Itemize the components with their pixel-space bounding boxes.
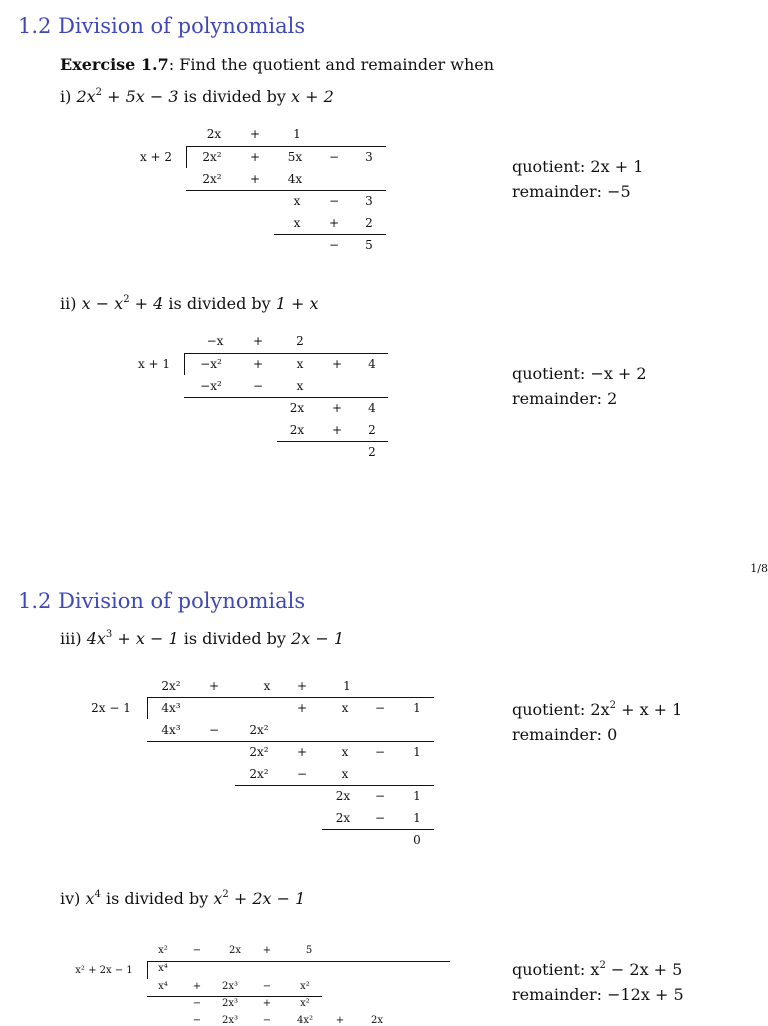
quotient-term: + xyxy=(252,334,264,348)
work-term: + xyxy=(262,998,272,1009)
work-term: − xyxy=(296,767,308,781)
work-term: 5 xyxy=(365,238,373,252)
work-term: x xyxy=(293,194,301,208)
quotient-term: −x xyxy=(206,334,224,348)
part-iii-statement xyxy=(60,629,344,648)
quotient-result: quotient: 2x + 1 xyxy=(512,157,644,176)
work-term: 2x³ xyxy=(221,981,239,992)
work-term: 4x³ xyxy=(161,723,181,737)
work-term: − xyxy=(374,701,386,715)
divisor: x xyxy=(213,889,223,908)
divisor: 2x − 1 xyxy=(291,629,345,648)
exponent: 2 xyxy=(222,889,229,900)
part-label: ii) xyxy=(60,294,77,313)
work-term: − xyxy=(192,1015,202,1026)
division-bracket xyxy=(186,146,187,168)
work-term: − xyxy=(252,379,264,393)
work-term: −x² xyxy=(200,357,222,371)
work-term: − xyxy=(374,811,386,825)
is-divided-by: is divided by xyxy=(178,87,291,106)
work-term: 4 xyxy=(368,357,376,371)
work-divisor: 2x − 1 xyxy=(91,701,131,715)
quotient-term: 2 xyxy=(296,334,304,348)
division-bar xyxy=(147,961,450,962)
work-term: − xyxy=(374,789,386,803)
division-bracket xyxy=(184,353,185,375)
divisor-rest: + 2x − 1 xyxy=(228,889,306,908)
dividend-rest: + 4 xyxy=(129,294,164,313)
work-term: + xyxy=(331,357,343,371)
work-term: x⁴ xyxy=(158,963,168,974)
part-i-statement xyxy=(60,87,334,106)
quotient-text: + x + 1 xyxy=(615,700,683,719)
is-divided-by: is divided by xyxy=(178,629,292,648)
work-term: + xyxy=(296,701,308,715)
dividend-rest: + x − 1 xyxy=(112,629,179,648)
exercise-label: Exercise 1.7 xyxy=(60,55,169,74)
work-term: x xyxy=(341,767,349,781)
part-ii-statement xyxy=(60,294,319,313)
division-bracket xyxy=(147,697,148,719)
work-term: 1 xyxy=(413,701,421,715)
work-term: 2x xyxy=(335,789,351,803)
work-term: 2x³ xyxy=(221,998,239,1009)
work-term: 2x² xyxy=(249,745,269,759)
quotient-result xyxy=(512,700,682,719)
quotient-term: 2x² xyxy=(161,679,181,693)
work-divisor: x + 2 xyxy=(139,150,173,164)
exercise-text: : Find the quotient and remainder when xyxy=(168,55,495,74)
work-term: 2x² xyxy=(249,723,269,737)
dividend: x − x xyxy=(81,294,124,313)
work-term: − xyxy=(328,194,340,208)
work-term: 2 xyxy=(368,445,376,459)
work-term: 2x xyxy=(370,1015,384,1026)
page-number: 1/8 xyxy=(750,562,768,575)
dividend-rest: + 5x − 3 xyxy=(102,87,179,106)
work-term: 4x xyxy=(287,172,303,186)
subtraction-rule xyxy=(186,190,386,191)
work-term: 0 xyxy=(413,833,421,847)
exponent: 2 xyxy=(609,700,616,711)
work-term: 1 xyxy=(413,789,421,803)
quotient-term: + xyxy=(262,945,272,956)
work-term: x² xyxy=(300,981,310,992)
work-term: x² xyxy=(300,998,310,1009)
quotient-term: − xyxy=(192,945,202,956)
exercise-heading xyxy=(60,55,494,74)
page-title: 1.2 Division of polynomials xyxy=(18,589,306,613)
work-term: 3 xyxy=(365,194,373,208)
quotient-term: 2x xyxy=(228,945,242,956)
quotient-term: 1 xyxy=(343,679,351,693)
quotient-text: quotient: x xyxy=(512,960,600,979)
divisor: x + 2 xyxy=(291,87,334,106)
page-title: 1.2 Division of polynomials xyxy=(18,14,306,38)
work-term: 2x xyxy=(289,401,305,415)
quotient-term: 5 xyxy=(305,945,313,956)
work-term: −x² xyxy=(200,379,222,393)
work-term: − xyxy=(192,998,202,1009)
work-term: − xyxy=(328,150,340,164)
division-bar xyxy=(186,146,386,147)
work-term: + xyxy=(335,1015,345,1026)
dividend: 4x xyxy=(86,629,106,648)
work-term: x xyxy=(296,379,304,393)
exponent: 4 xyxy=(94,889,101,900)
exponent: 2 xyxy=(599,960,606,971)
quotient-text: quotient: 2x xyxy=(512,700,610,719)
exponent: 3 xyxy=(105,629,113,640)
work-term: − xyxy=(208,723,220,737)
part-label: iii) xyxy=(60,629,82,648)
remainder-result: remainder: 0 xyxy=(512,725,618,744)
work-term: 2 xyxy=(365,216,373,230)
remainder-result: remainder: −12x + 5 xyxy=(512,985,684,1004)
work-divisor: x + 1 xyxy=(137,357,171,371)
dividend: 2x xyxy=(76,87,96,106)
work-term: 5x xyxy=(287,150,303,164)
work-term: − xyxy=(262,981,272,992)
quotient-term: x xyxy=(263,679,271,693)
work-term: 1 xyxy=(413,745,421,759)
subtraction-rule xyxy=(235,785,434,786)
work-term: + xyxy=(331,423,343,437)
work-term: x xyxy=(296,357,304,371)
work-term: x xyxy=(293,216,301,230)
work-term: + xyxy=(331,401,343,415)
work-term: 2x³ xyxy=(221,1015,239,1026)
work-term: + xyxy=(328,216,340,230)
work-term: + xyxy=(249,150,261,164)
remainder-result: remainder: 2 xyxy=(512,389,618,408)
quotient-term: x² xyxy=(158,945,168,956)
subtraction-rule xyxy=(147,741,434,742)
division-bracket xyxy=(147,961,148,979)
quotient-term: + xyxy=(249,127,261,141)
subtraction-rule xyxy=(274,234,386,235)
work-term: 2 xyxy=(368,423,376,437)
work-term: 2x² xyxy=(202,150,222,164)
work-term: x xyxy=(341,745,349,759)
work-term: x⁴ xyxy=(158,981,168,992)
divisor: 1 + x xyxy=(275,294,319,313)
exponent: 2 xyxy=(123,294,130,305)
work-term: + xyxy=(296,745,308,759)
subtraction-rule xyxy=(322,829,434,830)
work-term: 2x² xyxy=(249,767,269,781)
is-divided-by: is divided by xyxy=(100,889,214,908)
quotient-term: 2x xyxy=(206,127,222,141)
work-term: 3 xyxy=(365,150,373,164)
subtraction-rule xyxy=(277,441,388,442)
work-term: − xyxy=(374,745,386,759)
subtraction-rule xyxy=(184,397,388,398)
exponent: 2 xyxy=(95,87,103,98)
part-label: iv) xyxy=(60,889,81,908)
work-term: 4 xyxy=(368,401,376,415)
work-term: 2x² xyxy=(202,172,222,186)
work-term: 2x xyxy=(335,811,351,825)
work-term: + xyxy=(252,357,264,371)
dividend: x xyxy=(85,889,95,908)
part-iv-statement xyxy=(60,889,305,908)
subtraction-rule xyxy=(147,996,322,997)
work-term: − xyxy=(262,1015,272,1026)
work-term: + xyxy=(249,172,261,186)
work-term: 4x³ xyxy=(161,701,181,715)
quotient-term: 1 xyxy=(293,127,301,141)
quotient-term: + xyxy=(208,679,220,693)
quotient-result xyxy=(512,960,682,979)
remainder-result: remainder: −5 xyxy=(512,182,631,201)
division-bar xyxy=(184,353,388,354)
quotient-result: quotient: −x + 2 xyxy=(512,364,647,383)
part-label: i) xyxy=(60,87,72,106)
is-divided-by: is divided by xyxy=(163,294,276,313)
division-bar xyxy=(147,697,434,698)
work-divisor: x² + 2x − 1 xyxy=(75,965,133,976)
work-term: + xyxy=(192,981,202,992)
quotient-text: − 2x + 5 xyxy=(605,960,683,979)
work-term: − xyxy=(328,238,340,252)
quotient-term: + xyxy=(296,679,308,693)
work-term: 4x² xyxy=(296,1015,314,1026)
work-term: x xyxy=(341,701,349,715)
work-term: 1 xyxy=(413,811,421,825)
work-term: 2x xyxy=(289,423,305,437)
